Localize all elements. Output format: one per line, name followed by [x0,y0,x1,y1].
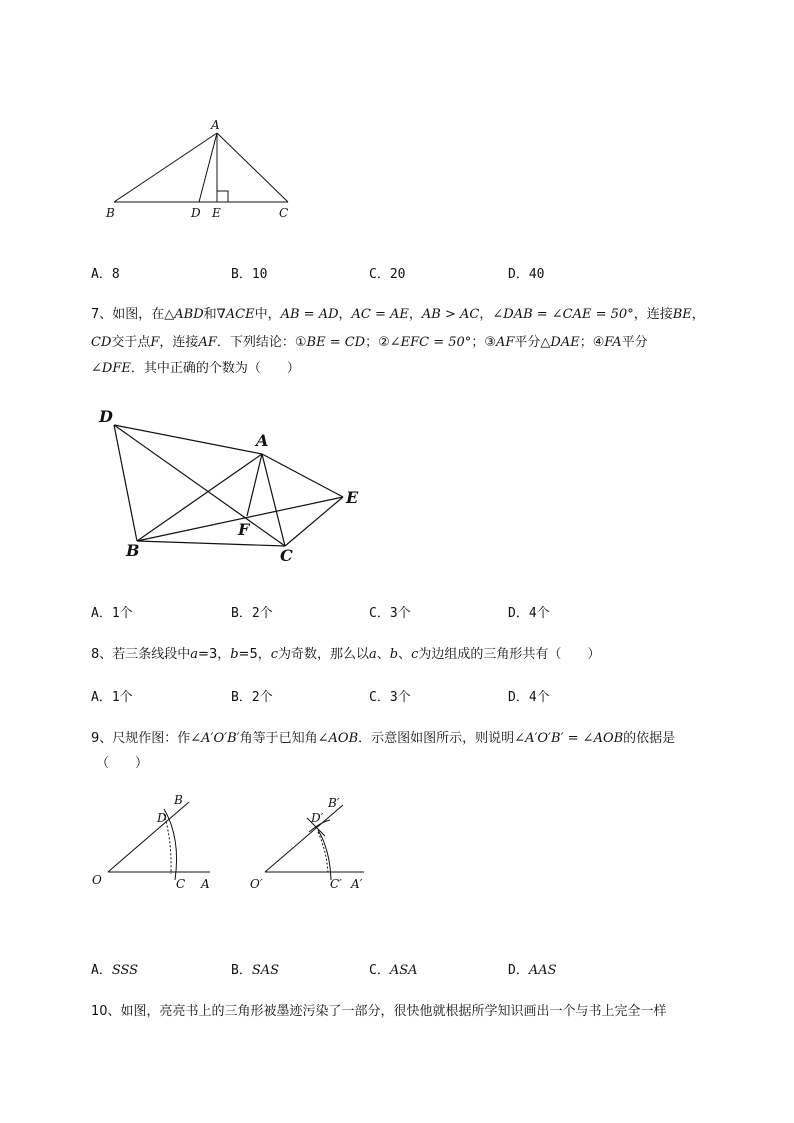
label-D: D [99,407,113,426]
label-C: C [176,877,186,891]
label-D: D [157,811,167,825]
q8-option-c[interactable]: C．3个 [369,690,411,705]
question-7-line-3: ∠DFE．其中正确的个数为（ ） [91,361,300,376]
label-A-prime: A′ [351,877,363,891]
label-A: A [211,118,220,132]
question-7-line-1: 7、如图，在△ABD和∇ACE中，AB = AD，AC = AE，AB > AC，∠DAB = ∠CAE = 50°，连接BE， [91,307,705,322]
geometry-figure-2 [90,400,380,570]
label-F: F [238,520,250,539]
q7-option-b[interactable]: B．2个 [231,606,273,621]
label-O: O [92,873,102,887]
q8-option-a[interactable]: A．1个 [91,690,133,705]
label-C: C [279,206,289,220]
q7-option-d[interactable]: D．4个 [508,606,550,621]
q9-option-d[interactable]: D．AAS [508,963,557,978]
label-A: A [201,877,210,891]
label-E: E [212,206,221,220]
q6-option-d[interactable]: D．40 [508,267,545,282]
q9-option-a[interactable]: A．SSS [91,963,139,978]
question-7-line-2: CD交于点F，连接AF．下列结论：①BE = CD；②∠EFC = 50°；③AF平分△DAE；④FA平分 [91,335,648,350]
q9-option-c[interactable]: C．ASA [369,963,418,978]
q7-option-c[interactable]: C．3个 [369,606,411,621]
q9-option-b[interactable]: B．SAS [231,963,280,978]
label-D: D [191,206,201,220]
label-E: E [346,488,359,507]
question-8: 8、若三条线段中a=3，b=5，c为奇数，那么以a、b、c为边组成的三角形共有（ ） [91,647,601,662]
compass-construction-figure [88,790,378,900]
label-D-prime: D′ [311,811,324,825]
label-B: B [106,206,115,220]
label-A: A [256,431,269,450]
q6-option-b[interactable]: B．10 [231,267,268,282]
triangle-figure-1 [100,115,300,225]
q7-option-a[interactable]: A．1个 [91,606,133,621]
q8-option-d[interactable]: D．4个 [508,690,550,705]
label-B-prime: B′ [328,796,340,810]
label-B: B [174,793,183,807]
question-9-line-1: 9、尺规作图：作∠A′O′B′角等于已知角∠AOB．示意图如图所示，则说明∠A′O′B′ = ∠AOB的依据是 [91,731,676,746]
label-C: C [280,546,293,565]
label-B: B [126,541,140,560]
q6-option-a[interactable]: A．8 [91,267,120,282]
label-O-prime: O′ [250,877,263,891]
q8-option-b[interactable]: B．2个 [231,690,273,705]
q6-option-c[interactable]: C．20 [369,267,406,282]
question-10: 10、如图，亮亮书上的三角形被墨迹污染了一部分，很快他就根据所学知识画出一个与书上完全一样 [91,1004,667,1019]
question-9-line-2: （ ） [96,756,149,771]
label-C-prime: C′ [330,877,342,891]
